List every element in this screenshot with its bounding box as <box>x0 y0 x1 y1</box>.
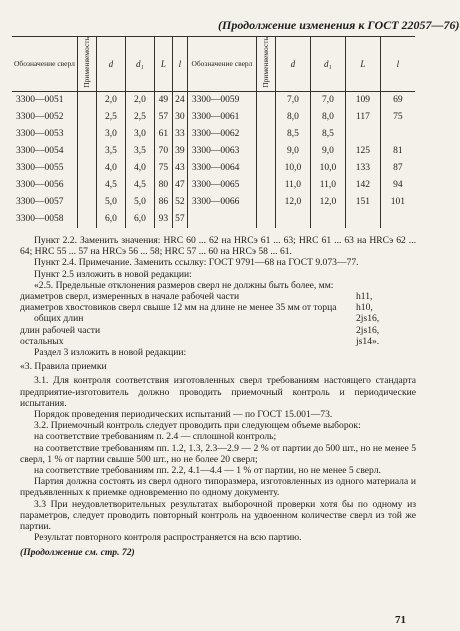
table-cell: 8,0 <box>275 109 310 126</box>
table-cell: 3300—0057 <box>12 194 77 211</box>
col-d1: d₁ <box>125 37 154 92</box>
table-cell <box>345 126 380 143</box>
paragraph: «2.5. Предельные отклонения размеров сверл не должны быть более, мм: <box>34 279 334 291</box>
table-cell: 61 <box>154 126 172 143</box>
col-d1-2: d₁ <box>310 37 345 92</box>
table-cell: 9,0 <box>275 143 310 160</box>
table-header-row <box>12 37 415 92</box>
table-cell: 10,0 <box>275 160 310 177</box>
table-cell <box>77 92 96 110</box>
tolerance-row: длин рабочей части 2js16, <box>20 324 380 336</box>
table-cell <box>380 211 415 228</box>
col-d: d <box>96 37 125 92</box>
table-cell: 3300—0062 <box>187 126 256 143</box>
table-cell: 117 <box>345 109 380 126</box>
table-cell: 3300—0053 <box>12 126 77 143</box>
table-cell: 12,0 <box>275 194 310 211</box>
tolerance-row: общих длин 2js16, <box>34 313 380 325</box>
table-cell: 5,0 <box>96 194 125 211</box>
table-cell <box>256 211 275 228</box>
table-row <box>12 194 415 211</box>
table-cell: 12,0 <box>310 194 345 211</box>
table-cell <box>187 211 256 228</box>
col-designation: Обозначение сверл <box>12 37 77 92</box>
table-cell: 3300—0055 <box>12 160 77 177</box>
table-cell: 3,0 <box>96 126 125 143</box>
table-cell <box>256 194 275 211</box>
drill-dimensions-table <box>12 36 415 228</box>
col-applicability: Применяемость <box>77 37 96 92</box>
table-cell: 7,0 <box>310 92 345 110</box>
paragraph: на соответствие требованиям пп. 2.2, 4.1—4.4 — 1 % от партии, но не менее 5 сверл. <box>34 465 381 477</box>
table-cell: 4,5 <box>96 177 125 194</box>
table-cell: 3300—0054 <box>12 143 77 160</box>
tolerance-row: диаметров сверл, измеренных в начале рабочей части h11, <box>20 291 373 303</box>
table-cell: 11,0 <box>310 177 345 194</box>
paragraph: Результат повторного контроля распространяется на всю партию. <box>34 532 302 544</box>
table-row <box>12 177 415 194</box>
table-cell: 3300—0056 <box>12 177 77 194</box>
table-cell: 3300—0051 <box>12 92 77 110</box>
col-L: L <box>154 37 172 92</box>
table-cell: 52 <box>172 194 187 211</box>
table-cell <box>77 143 96 160</box>
table-row <box>12 109 415 126</box>
table-cell <box>77 194 96 211</box>
table-cell: 3300—0065 <box>187 177 256 194</box>
col-l-2: l <box>380 37 415 92</box>
table-cell: 57 <box>154 109 172 126</box>
table-cell <box>256 143 275 160</box>
table-row <box>12 126 415 143</box>
col-designation-2: Обозначение сверл <box>187 37 256 92</box>
paragraph: 3.1. Для контроля соответствия изготовленных сверл требованиям настоящего стандарта предприятие-изготовитель должно проводить приемочный контроль и периодические испытания. <box>20 375 416 409</box>
table-cell: 43 <box>172 160 187 177</box>
table-cell: 125 <box>345 143 380 160</box>
table-cell: 93 <box>154 211 172 228</box>
page-header: (Продолжение изменения к ГОСТ 22057—76) <box>218 18 460 32</box>
table-cell: 3,5 <box>96 143 125 160</box>
table-cell: 39 <box>172 143 187 160</box>
paragraph: Пункт 2.5 изложить в новой редакции: <box>34 268 192 280</box>
table-cell: 57 <box>172 211 187 228</box>
table-cell <box>256 126 275 143</box>
table-cell: 3300—0059 <box>187 92 256 110</box>
paragraph: на соответствие требованиям п. 2.4 — сплошной контроль; <box>34 431 277 443</box>
paragraph: Раздел 3 изложить в новой редакции: <box>34 347 187 359</box>
table-cell <box>256 92 275 110</box>
table-cell: 86 <box>154 194 172 211</box>
page-number: 71 <box>395 614 406 626</box>
document-body <box>20 235 416 559</box>
table-cell: 94 <box>393 180 403 190</box>
col-L-2: L <box>345 37 380 92</box>
table-cell <box>77 160 96 177</box>
col-d-2: d <box>275 37 310 92</box>
table-cell: 70 <box>154 143 172 160</box>
table-cell <box>77 177 96 194</box>
table-cell: 8,5 <box>310 126 345 143</box>
table-cell <box>310 211 345 228</box>
table-cell: 2,0 <box>125 92 154 110</box>
table-cell: 101 <box>390 197 405 207</box>
table-row <box>12 211 415 228</box>
table-cell: 8,0 <box>310 109 345 126</box>
table-cell: 80 <box>154 177 172 194</box>
table-cell: 87 <box>393 163 403 173</box>
table-cell: 81 <box>393 146 403 156</box>
table-cell <box>380 126 415 143</box>
table-cell: 7,0 <box>275 92 310 110</box>
tolerance-row: остальных js14». <box>20 335 380 347</box>
table-row <box>12 92 415 110</box>
table-cell <box>256 177 275 194</box>
section-title: «3. Правила приемки <box>20 361 107 373</box>
table-cell: 3300—0058 <box>12 211 77 228</box>
table-row <box>12 143 415 160</box>
table-cell: 33 <box>172 126 187 143</box>
table-cell <box>256 160 275 177</box>
table-cell: 3,5 <box>125 143 154 160</box>
table-cell <box>345 211 380 228</box>
col-applicability-2: Применяемость <box>256 37 275 92</box>
table-cell: 49 <box>154 92 172 110</box>
table-row <box>12 160 415 177</box>
table-cell: 2,0 <box>96 92 125 110</box>
table-cell: 69 <box>393 95 403 105</box>
paragraph: Пункт 2.2. Заменить значения: HRC 60 ... 62 на HRCэ 61 ... 63; HRC 61 ... 63 на HRCэ 62 ... 64; HRC 55 ... 57 на HRCэ 56 ... 58; HRC 57 ... 60 на HRCэ 58 ... 61. <box>20 235 416 258</box>
table-cell: 151 <box>345 194 380 211</box>
table-cell: 6,0 <box>125 211 154 228</box>
paragraph: на соответствие требованиям пп. 1.2, 1.3, 2.3—2.9 — 2 % от партии до 500 шт., но не менее 5 сверл, 1 % от партии свыше 500 шт., но не более 20 сверл; <box>20 442 416 465</box>
paragraph: Порядок проведения периодических испытаний — по ГОСТ 15.001—73. <box>34 409 333 421</box>
table-cell: 4,5 <box>125 177 154 194</box>
table-cell: 10,0 <box>310 160 345 177</box>
tolerance-row: диаметров хвостовиков сверл свыше 12 мм на длине не менее 35 мм от торца h10, <box>20 302 373 314</box>
table-cell: 30 <box>172 109 187 126</box>
table-cell: 3,0 <box>125 126 154 143</box>
table-cell <box>77 109 96 126</box>
continuation-note: (Продолжение см. стр. 72) <box>20 547 135 559</box>
table-cell: 8,5 <box>275 126 310 143</box>
table-cell: 11,0 <box>275 177 310 194</box>
table-cell: 75 <box>154 160 172 177</box>
table-cell: 47 <box>172 177 187 194</box>
table-cell: 2,5 <box>96 109 125 126</box>
paragraph: 3.3 При неудовлетворительных результатах выборочной проверки хотя бы по одному из параметров, следует проводить повторный контроль на удвоенном количестве сверл из той же партии. <box>20 498 416 533</box>
table-cell: 9,0 <box>310 143 345 160</box>
paragraph: Пункт 2.4. Примечание. Заменить ссылку: ГОСТ 9791—68 на ГОСТ 9.073—77. <box>34 257 359 269</box>
table-cell <box>256 109 275 126</box>
table-cell: 5,0 <box>125 194 154 211</box>
table-cell: 2,5 <box>125 109 154 126</box>
table-cell: 109 <box>345 92 380 110</box>
table-cell: 24 <box>172 92 187 110</box>
table-cell: 133 <box>345 160 380 177</box>
table-cell: 75 <box>393 112 403 122</box>
col-l: l <box>172 37 187 92</box>
table-cell: 3300—0052 <box>12 109 77 126</box>
table-cell: 4,0 <box>125 160 154 177</box>
table-cell: 6,0 <box>96 211 125 228</box>
table-cell: 4,0 <box>96 160 125 177</box>
table-cell: 3300—0063 <box>187 143 256 160</box>
table-cell: 3300—0064 <box>187 160 256 177</box>
table-cell <box>77 126 96 143</box>
table-cell <box>275 211 310 228</box>
table-cell: 142 <box>345 177 380 194</box>
table-cell: 3300—0061 <box>187 109 256 126</box>
table-cell: 3300—0066 <box>187 194 256 211</box>
paragraph: Партия должна состоять из сверл одного типоразмера, изготовленных из одного материала и предъявленных к приемке одновременно по одному документу. <box>20 476 416 499</box>
table-cell <box>77 211 96 228</box>
paragraph: 3.2. Приемочный контроль следует проводить при следующем объеме выборок: <box>34 420 361 432</box>
